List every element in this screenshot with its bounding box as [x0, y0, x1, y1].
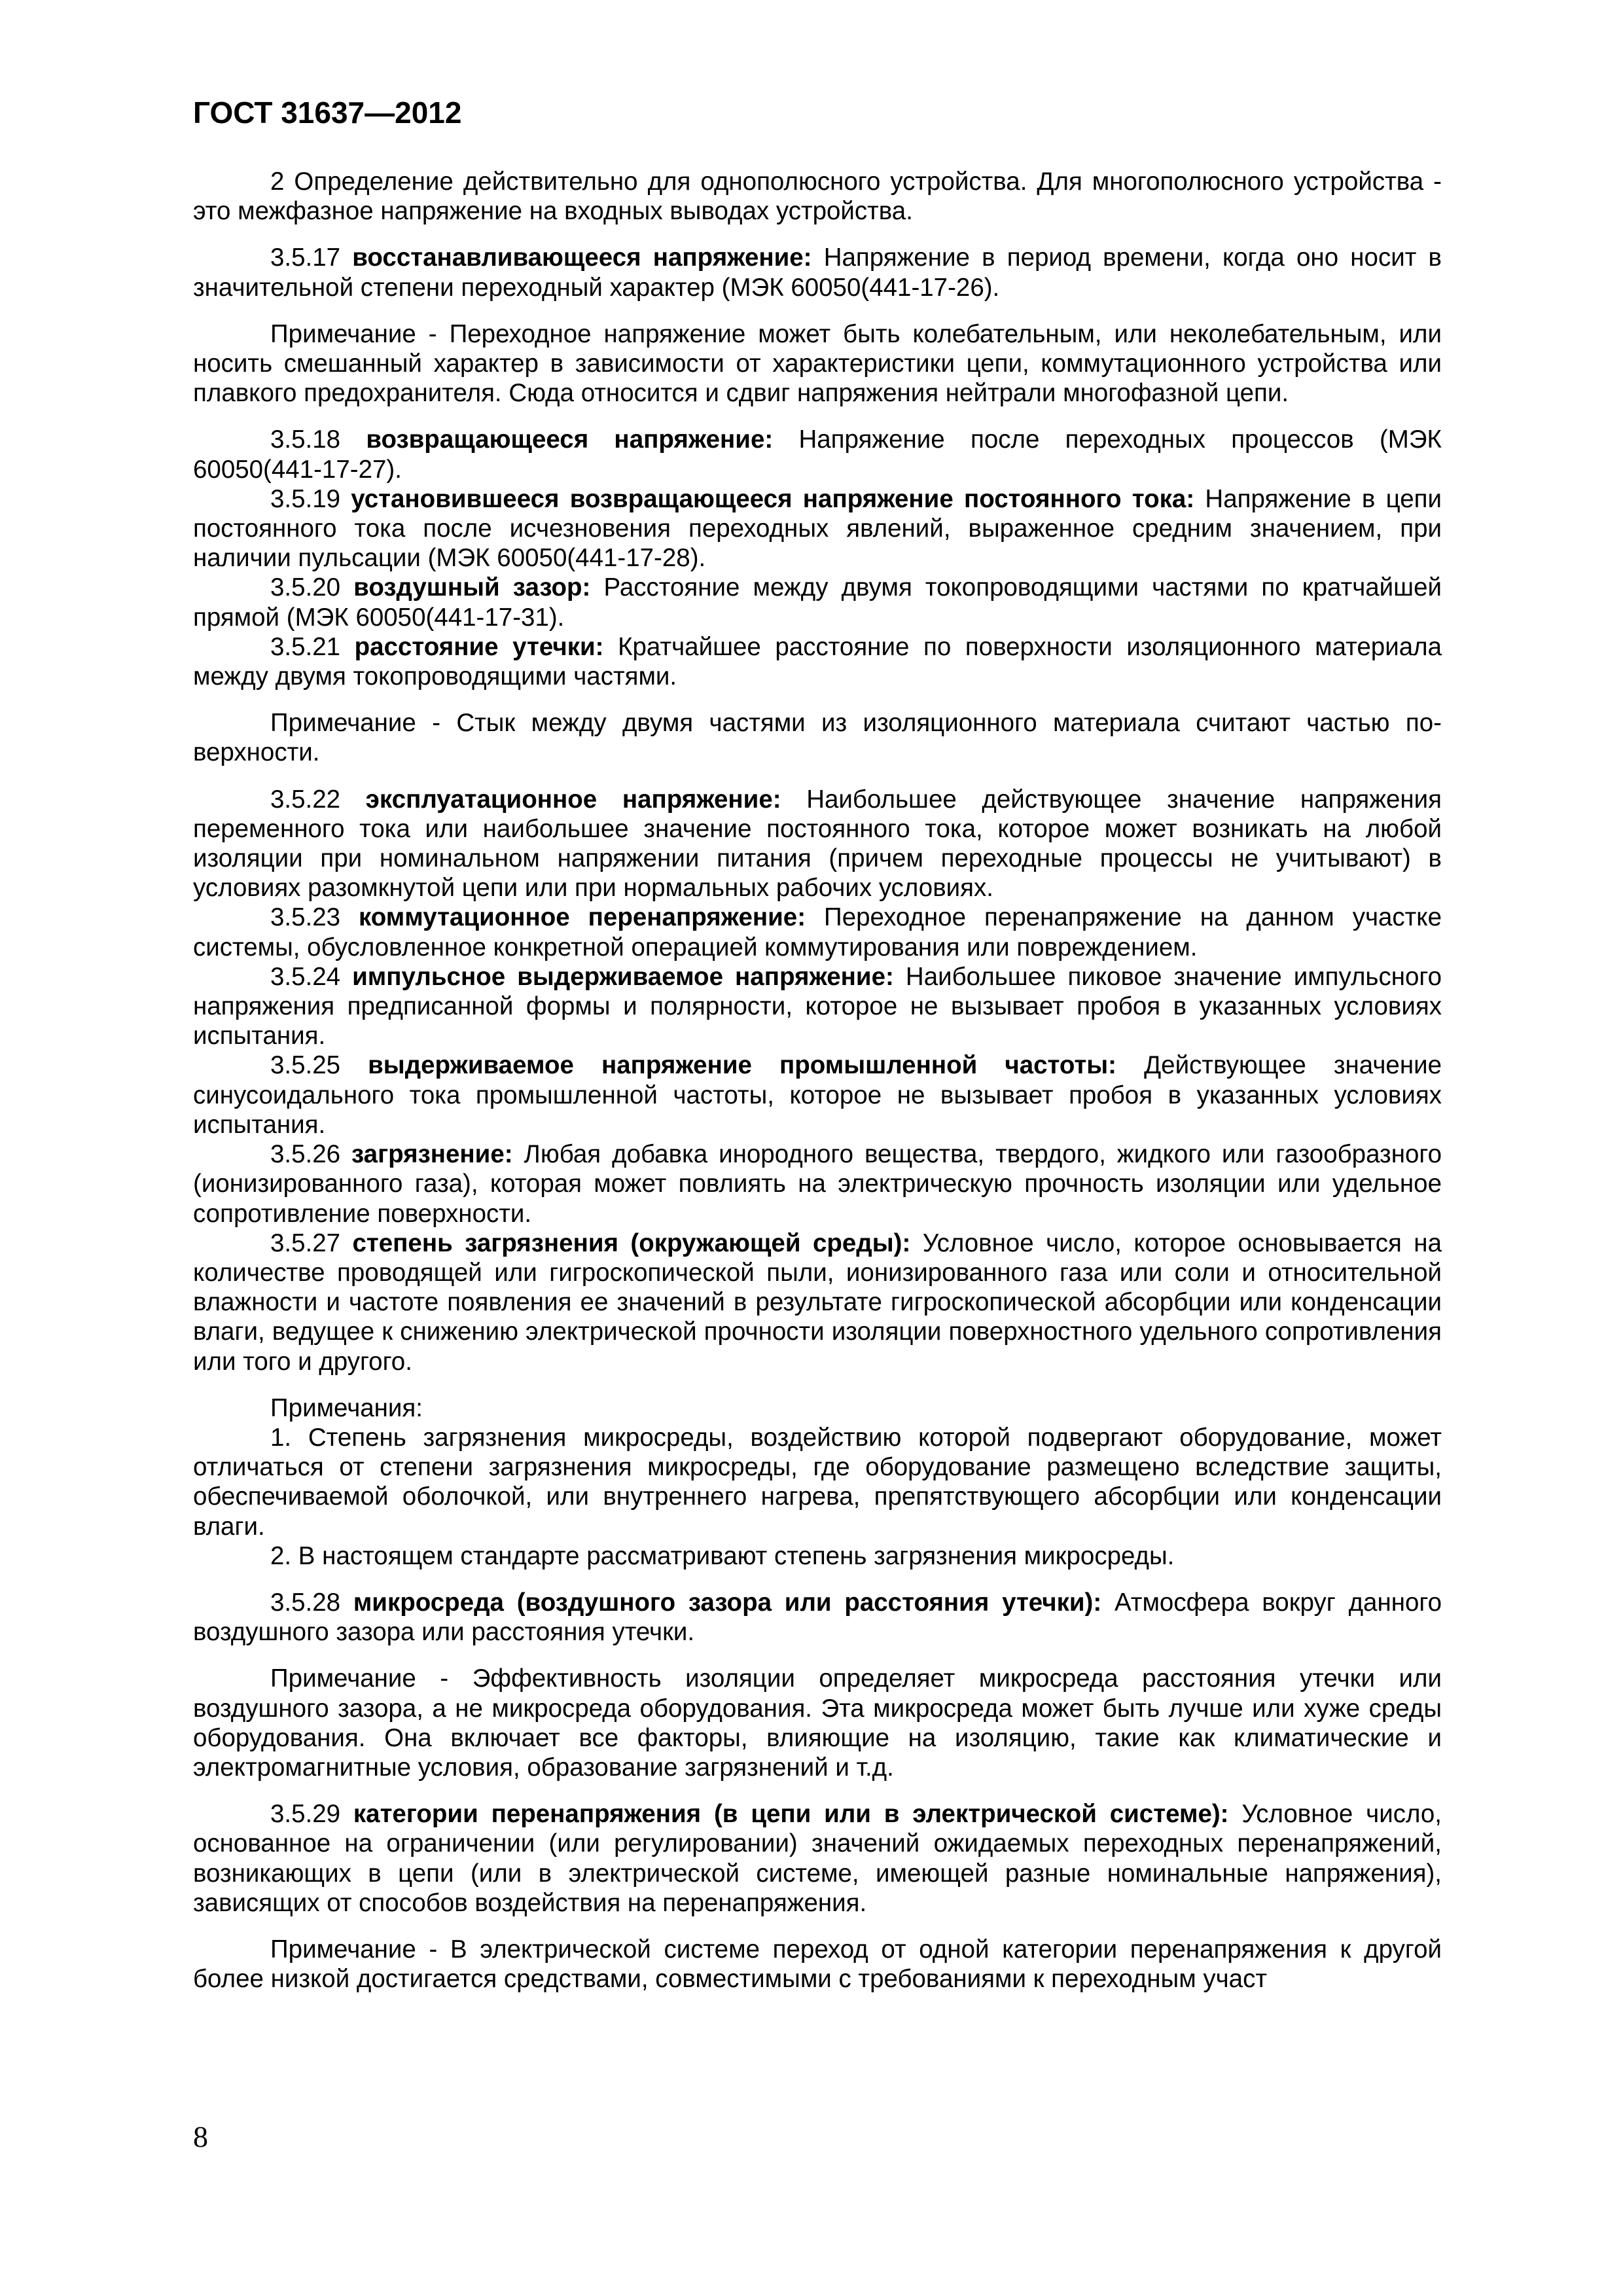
paragraph	[193, 903, 1442, 961]
document-body	[193, 167, 1442, 1994]
paragraph	[193, 632, 1442, 691]
paragraph-text: 1. Степень загрязнения микросреды, воздействию которой подвергают оборудование, может отличаться от степени загрязнения микросреды, где оборудование размещено вследствие защиты, обеспечиваемой оболочкой, или внутреннего нагрева, препятствующего абсорбции или конденсации влаги.	[193, 1423, 1442, 1541]
paragraph-text: Напряжение в цепи постоянного тока после исчезновения переходных явлений, выраженное средним значением, при наличии пульсации (МЭК 60050(441-17-28).	[193, 484, 1442, 573]
clause-number: 3.5.29	[270, 1800, 353, 1829]
paragraph-text: Переходное перенапряжение на данном участке системы, обусловленное конкретной операцией коммутирования или повреждением.	[193, 903, 1442, 961]
paragraph	[193, 1229, 1442, 1376]
term-heading: микросреда (воздушного зазора или расстояния утечки):	[353, 1588, 1102, 1617]
clause-number: 3.5.18	[270, 425, 366, 454]
paragraph	[193, 425, 1442, 484]
clause-number: 3.5.25	[270, 1051, 368, 1080]
note-paragraph	[193, 319, 1442, 408]
paragraph	[193, 1588, 1442, 1647]
term-heading: воздушный зазор:	[353, 573, 591, 602]
paragraph-text: Примечания:	[270, 1393, 423, 1422]
paragraph-text: Расстояние между двумя токопроводящими частями по кратчайшей прямой (МЭК 60050(441-17-31).	[193, 573, 1442, 632]
notes-heading	[193, 1393, 1442, 1423]
paragraph-text: Кратчайшее расстояние по поверхности изоляционного материала между двумя токопроводящими частями.	[193, 632, 1442, 691]
paragraph	[193, 573, 1442, 632]
paragraph-text: Наибольшее действующее значение напряжения переменного тока или наибольшее значение постоянного тока, которое может возникать на любой изоляции при номинальном напряжении питания (причем переходные процессы не учитывают) в условиях разомкнутой цепи или при нормальных рабочих условиях.	[193, 785, 1442, 903]
paragraph	[193, 1050, 1442, 1139]
term-heading: степень загрязнения (окружающей среды):	[352, 1229, 911, 1257]
paragraph-text: Примечание - Стык между двумя частями из изоляционного материала считают частью поверхности.	[193, 709, 1442, 767]
note-paragraph	[193, 1664, 1442, 1782]
paragraph	[193, 484, 1442, 573]
paragraph-text: Любая добавка инородного вещества, твердого, жидкого или газообразного (ионизированного газа), которая может повлиять на электрическую прочность изоляции или удельное сопротивление поверхности.	[193, 1140, 1442, 1228]
clause-number: 3.5.26	[270, 1140, 352, 1169]
paragraph	[193, 785, 1442, 903]
page-number: 8	[193, 2120, 208, 2153]
paragraph	[193, 1799, 1442, 1918]
note-paragraph	[193, 1541, 1442, 1571]
document-header: ГОСТ 31637—2012	[193, 96, 462, 130]
term-heading: возвращающееся напряжение:	[366, 425, 774, 454]
paragraph	[193, 167, 1442, 226]
clause-number: 3.5.27	[270, 1229, 353, 1257]
paragraph-text: Атмосфера вокруг данного воздушного зазора или расстояния утечки.	[193, 1588, 1442, 1647]
term-heading: импульсное выдерживаемое напряжение:	[352, 962, 894, 991]
note-paragraph	[193, 1423, 1442, 1541]
paragraph-text: Условное число, основанное на ограничении (или регулировании) значений ожидаемых переходных перенапряжений, возникающих в цепи (или в электрической системе, имеющей разные номинальные напряжения), зависящих от способов воздействия на перенапряжения.	[193, 1800, 1442, 1917]
note-paragraph	[193, 1935, 1442, 1994]
paragraph	[193, 243, 1442, 302]
term-heading: категории перенапряжения (в цепи или в электрической системе):	[353, 1800, 1229, 1829]
clause-number: 3.5.23	[270, 903, 359, 932]
clause-number: 3.5.28	[270, 1588, 353, 1617]
paragraph-text: 2. В настоящем стандарте рассматривают степень загрязнения микросреды.	[270, 1541, 1175, 1570]
paragraph-text: Условное число, которое основывается на количестве проводящей или гигроскопической пыли, ионизированного газа или соли и относительной влажности и частоте появления ее значений в результате гигроскопической абсорбции или конденсации влаги, ведущее к снижению электрической прочности изоляции поверхностного удельного сопротивления или того и другого.	[193, 1229, 1442, 1376]
paragraph-text: Напряжение в период времени, когда оно носит в значительной степени переходный характер (МЭК 60050(441-17-26).	[193, 243, 1442, 302]
paragraph-text: Примечание - Переходное напряжение может быть колебательным, или неколебательным, или носить смешанный характер в зависимости от характеристики цепи, коммутационного устройства или плавкого предохранителя. Сюда относится и сдвиг напряжения нейтрали многофазной цепи.	[193, 319, 1442, 408]
term-heading: установившееся возвращающееся напряжение постоянного тока:	[351, 484, 1195, 513]
clause-number: 3.5.21	[270, 632, 355, 661]
term-heading: восстанавливающееся напряжение:	[352, 243, 812, 272]
paragraph	[193, 1139, 1442, 1229]
paragraph-text: Примечание - В электрической системе переход от одной категории перенапряжения к другой более низкой достигается средствами, совместимыми с требованиями к переходным участ	[193, 1935, 1442, 1994]
clause-number: 3.5.24	[270, 962, 353, 991]
paragraph-text: 2 Определение действительно для однополюсного устройства. Для многополюсного устройства - это межфазное напряжение на входных выводах устройства.	[193, 168, 1442, 226]
term-heading: коммутационное перенапряжение:	[359, 903, 806, 932]
term-heading: расстояние утечки:	[354, 632, 604, 661]
note-paragraph	[193, 708, 1442, 767]
paragraph-text: Действующее значение синусоидального тока промышленной частоты, которое не вызывает пробоя в указанных условиях испытания.	[193, 1051, 1442, 1139]
clause-number: 3.5.20	[270, 573, 354, 602]
clause-number: 3.5.19	[270, 484, 351, 513]
term-heading: загрязнение:	[351, 1140, 513, 1169]
clause-number: 3.5.17	[270, 243, 353, 272]
term-heading: выдерживаемое напряжение промышленной частоты:	[368, 1051, 1117, 1080]
term-heading: эксплуатационное напряжение:	[365, 785, 781, 814]
paragraph-text: Напряжение после переходных процессов (МЭК 60050(441-17-27).	[193, 425, 1442, 484]
paragraph	[193, 962, 1442, 1051]
paragraph-text: Наибольшее пиковое значение импульсного напряжения предписанной формы и полярности, которое не вызывает пробоя в указанных условиях испытания.	[193, 962, 1442, 1050]
paragraph-text: Примечание - Эффективность изоляции определяет микросреда расстояния утечки или воздушного зазора, а не микросреда оборудования. Эта микросреда может быть лучше или хуже среды оборудования. Она включает все факторы, влияющие на изоляцию, такие как климатические и электромагнитные условия, образование загрязнений и т.д.	[193, 1664, 1442, 1782]
clause-number: 3.5.22	[270, 785, 366, 814]
